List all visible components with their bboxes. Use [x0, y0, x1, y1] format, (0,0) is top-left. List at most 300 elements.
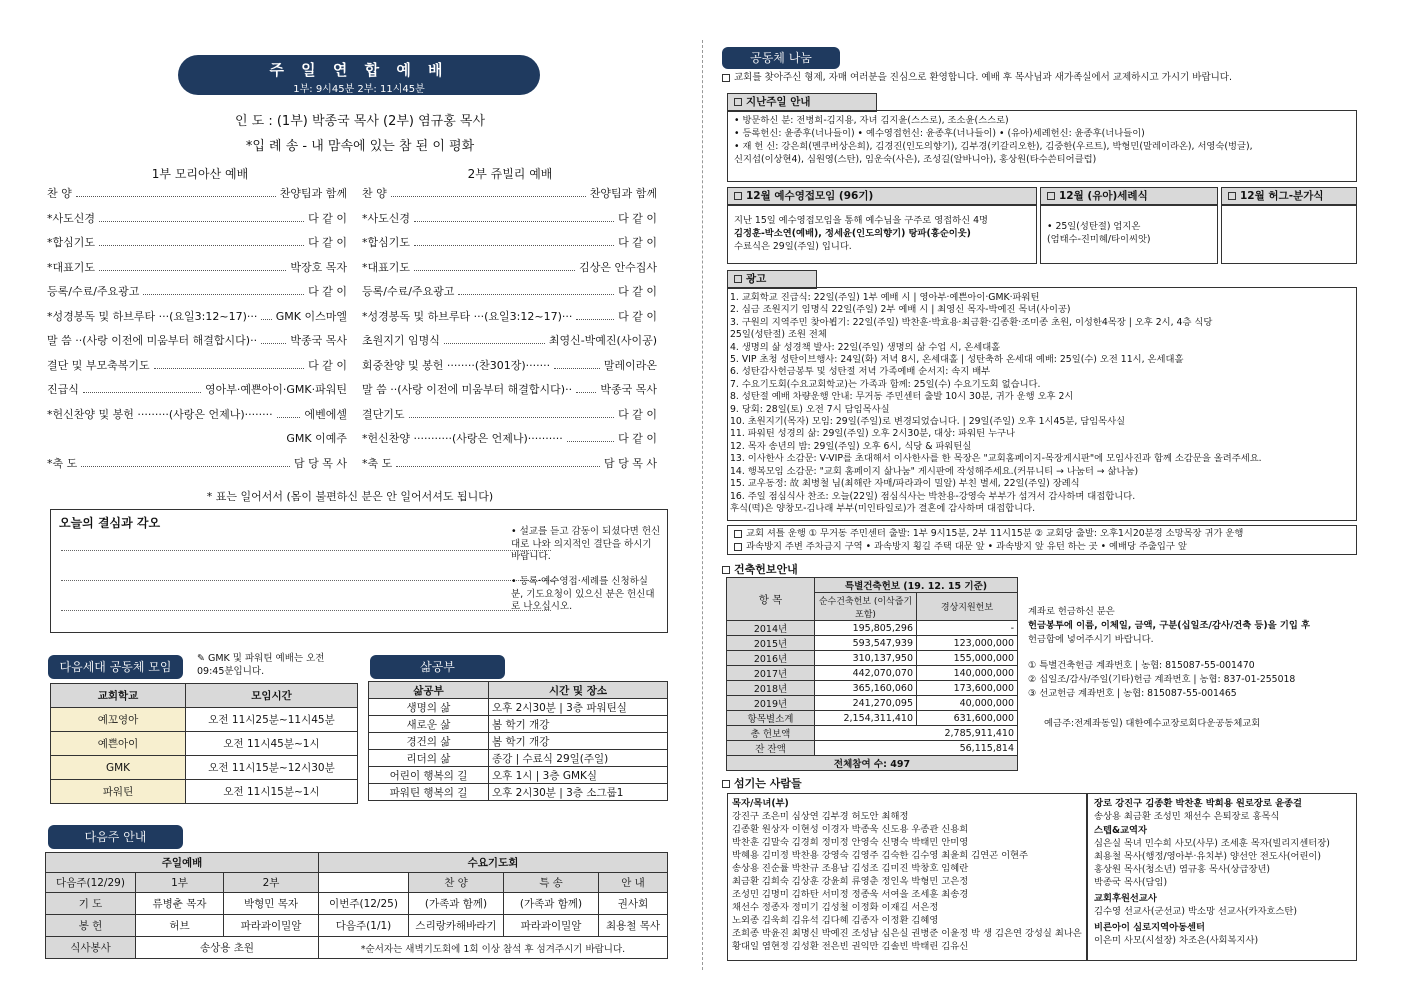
life-schedule: 종강 | 수료식 29일(주일)	[489, 750, 668, 767]
order-leader: 박종국 목사	[290, 334, 347, 347]
building-table	[726, 577, 1018, 771]
next-week-table	[45, 852, 668, 959]
service1-order	[47, 185, 347, 475]
dec-meeting-box	[727, 204, 1037, 264]
account-line: ① 특별건축헌금 계좌번호 | 농협: 815087-55-001470	[1028, 660, 1255, 671]
checkbox-icon	[1228, 192, 1236, 200]
community-intro	[722, 72, 1362, 85]
order-leader-dots	[99, 234, 304, 246]
nextgen-school: GMK	[51, 756, 186, 780]
building-year: 2017년	[727, 666, 815, 681]
life-schedule: 오후 2시30분 | 3층 소그룹1	[489, 784, 668, 801]
nw-cell: 송상용 초원	[136, 937, 319, 959]
order-row	[47, 259, 347, 275]
shepherds-line: 채선수 정종자 정미기 김성철 이정화 이재길 서은정	[732, 902, 939, 913]
order-item: *대표기도	[362, 260, 411, 274]
order-item: *헌신찬양 및 봉헌 ·········(사랑은 언제나)········	[47, 407, 273, 421]
last-line: • 재 헌 신: 강은희(멘쿠버상은희), 김경진(인도의향기), 김부경(키갈리오한), 김중한(우르트), 박형민(말레이라온), 서영숙(벙글),	[734, 141, 1253, 152]
nw-cell: 식사봉사	[46, 937, 136, 959]
order-item: 말 씀 ··(사랑 이전에 미움부터 해결합시다)··	[47, 334, 258, 347]
order-leader: 다 같 이	[618, 236, 657, 249]
order-item: *대표기도	[47, 260, 96, 274]
order-leader-dots	[261, 308, 271, 320]
building-amount: 195,805,296	[815, 621, 917, 636]
building-amount: 140,000,000	[917, 666, 1018, 681]
order-leader: 다 같 이	[308, 358, 347, 372]
order-item: 등록/수료/주요광고	[47, 285, 140, 298]
account-line: 헌금봉투에 이름, 이체일, 금액, 구분(십일조/감사/건축 등)을 기입 후	[1028, 620, 1311, 631]
servants-left-box	[727, 793, 1087, 961]
building-col-item: 항 목	[727, 578, 815, 621]
building-header	[722, 561, 798, 577]
checkbox-icon	[734, 530, 742, 538]
order-item: *합심기도	[362, 236, 411, 249]
nw-col-header: 특 송	[504, 873, 599, 893]
nw-cell: 파라과이밀알	[504, 915, 599, 937]
order-item: 결단기도	[362, 407, 405, 421]
sunday-header: 주일예배	[46, 853, 319, 873]
order-row	[47, 234, 347, 250]
ad-item: 1. 교회학교 진급식: 22일(주일) 1부 예배 시 | 영아부·예쁜아이·GMK·파워틴	[730, 292, 1040, 303]
order-leader: 박종국 목사	[600, 383, 657, 396]
servants-right-box	[1087, 793, 1357, 961]
order-leader: 김상은 안수집사	[579, 260, 657, 274]
order-leader: 박장호 목자	[290, 260, 347, 274]
last-sunday-box	[727, 110, 1357, 182]
nextgen-header: 모임시간	[186, 684, 358, 708]
nextgen-time: 오전 11시25분~11시45분	[186, 708, 358, 732]
nw-cell: (가족과 함께)	[504, 893, 599, 915]
account-line: ③ 선교헌금 계좌번호 | 농협: 815087-55-001465	[1028, 688, 1237, 699]
order-row	[47, 357, 347, 373]
nw-cell: 파라과이밀알	[224, 915, 319, 937]
building-year: 2015년	[727, 636, 815, 651]
nw-col-header: 찬 양	[409, 873, 504, 893]
order-row	[362, 283, 657, 299]
order-leader: 말레이라온	[603, 358, 657, 372]
nextgen-note: ✎ GMK 및 파워틴 예배는 오전 09:45분입니다.	[197, 653, 325, 677]
nw-cell: 봉 헌	[46, 915, 136, 937]
checkbox-icon	[734, 543, 742, 551]
order-row	[47, 455, 347, 471]
nw-col-header: 다음주(12/29)	[46, 873, 136, 893]
service2-title: 2부 쥬빌리 예배	[467, 167, 553, 181]
order-leader: 다 같 이	[308, 211, 347, 225]
building-year: 2019년	[727, 696, 815, 711]
account-line: 계좌로 헌금하신 분은	[1028, 606, 1115, 617]
order-leader-dots	[99, 259, 286, 271]
life-schedule: 오후 2시30분 | 3층 파워틴실	[489, 699, 668, 716]
life-schedule: 봄 학기 개강	[489, 733, 668, 750]
nw-cell: 권사회	[599, 893, 668, 915]
servants-header	[722, 775, 802, 791]
order-row	[47, 406, 347, 422]
life-course: 파워틴 행복의 길	[369, 784, 489, 801]
nextgen-school: 파워틴	[51, 780, 186, 804]
building-col-pure: 순수건축헌보 (이삭줍기포함)	[815, 593, 917, 621]
building-account-info	[1028, 605, 1358, 731]
building-row	[727, 711, 1018, 726]
order-leader-dots	[99, 210, 304, 222]
shepherds-title: 목자/목녀(부)	[732, 798, 789, 809]
nw-cell: 다음주(1/1)	[319, 915, 409, 937]
order-row	[362, 381, 657, 397]
order-row	[47, 283, 347, 299]
order-row	[47, 332, 347, 348]
building-row	[727, 666, 1018, 681]
ad-item: 15. 교우동정: 故 최병철 님(최해란 자매/파라과이 밀알) 부친 별세, 22일(주일) 장례식	[730, 478, 1080, 490]
last-line: • 방문하신 분: 전병희-김지용, 자녀 김지윤(스스로), 조소윤(스스로)	[734, 115, 1009, 126]
order-leader-dots	[83, 381, 201, 393]
life-study-tab: 삶공부	[370, 655, 505, 679]
nextgen-time: 오전 11시15분~1시	[186, 780, 358, 804]
bus-text: 교회 셔틀 운행 ① 무거동 주민센터 출발: 1부 9시15분, 2부 11시15분 ② 교회당 출발: 오후1시20분경 소망목장 귀가 운행	[746, 528, 1244, 539]
order-leader-dots	[414, 210, 614, 222]
order-leader: 다 같 이	[618, 309, 657, 323]
building-amount: -	[917, 621, 1018, 636]
resolve-bullet-1: • 설교를 듣고 감동이 되셨다면 헌신대로 나와 의지적인 결단을 하시기 바랍니다.	[511, 526, 661, 562]
life-course: 생명의 삶	[369, 699, 489, 716]
checkbox-icon	[1047, 192, 1055, 200]
nw-cell: 기 도	[46, 893, 136, 915]
building-amount: 631,600,000	[917, 711, 1018, 726]
nw-col-header	[319, 873, 409, 893]
order-leader-dots	[409, 406, 615, 418]
ad-item: 25일(성탄절) 조원 전체	[730, 329, 827, 341]
order-leader-dots	[567, 430, 614, 442]
order-leader-dots	[154, 357, 304, 369]
life-course: 경건의 삶	[369, 733, 489, 750]
order-leader: 최영신-박예진(사이공)	[548, 334, 657, 347]
order-item: 찬 양	[47, 187, 72, 200]
ad-item: 2. 심금 조원지기 임명식 22일(주일) 2부 예배 시 | 최영신 목자-박예진 목녀(사이공)	[730, 304, 1071, 316]
checkbox-icon	[734, 98, 742, 106]
standing-note: * 표는 일어서서 (몸이 불편하신 분은 안 일어서셔도 됩니다)	[206, 490, 494, 503]
dec-meeting-title: 12월 예수영접모임 (96기)	[746, 190, 874, 202]
building-year: 항목별소계	[727, 711, 815, 726]
order-leader-dots	[576, 308, 614, 320]
shepherds-line: 황대일 염현정 김성환 전은빈 권익만 김솔빈 박태린 김유신	[732, 941, 969, 952]
account-line: 헌금함에 넣어주시기 바랍니다.	[1028, 634, 1154, 645]
nw-col-header: 2부	[224, 873, 319, 893]
staff-line: 박종국 목사(담임)	[1094, 877, 1168, 888]
order-leader-dots	[396, 455, 600, 467]
building-amount: 241,270,095	[815, 696, 917, 711]
resolve-line-1[interactable]	[61, 550, 551, 551]
nw-cell: 류병춘 목자	[136, 893, 224, 915]
order-leader-dots	[414, 234, 614, 246]
missionary-line: 김수영 선교사(군선교) 박소망 선교사(카자흐스탄)	[1094, 906, 1297, 917]
fold-line	[702, 40, 703, 970]
ad-item: 4. 생명의 삶 성경책 발사: 22일(주일) 생명의 삶 수업 시, 온세대홀	[730, 341, 1001, 353]
building-year: 2014년	[727, 621, 815, 636]
order-row	[47, 430, 347, 446]
nw-cell: 스리랑카해바라기	[409, 915, 504, 937]
last-line: • 등록헌신: 윤종후(너나들이) • 예수영접헌신: 윤종후(너나들이) • (유아)세례헌신: 윤종후(너나들이)	[734, 128, 1145, 139]
life-course: 리더의 삶	[369, 750, 489, 767]
order-leader: 찬양팀과 함께	[279, 187, 347, 200]
worship-title: 주 일 연 합 예 배	[269, 61, 449, 79]
wednesday-header: 수요기도회	[319, 853, 668, 873]
shepherds-line: 최금환 김희숙 김상훈 강윤희 류영춘 정인옥 박형민 고은정	[732, 876, 969, 887]
ad-item: 14. 행복모임 소감문: "교회 홈페이지 삶나눔" 게시판에 작성해주세요.(커뮤니티 → 나눔터 → 삶나눔)	[730, 465, 1139, 477]
nextgen-header: 교회학교	[51, 684, 186, 708]
servants-left-list	[732, 797, 1082, 953]
shepherds-line: 강진구 조은미 심상연 김부경 허도안 최해정	[732, 811, 909, 822]
ad-item: 7. 수요기도회(수요교회학교)는 가족과 함께: 25일(수) 수요기도회 없습니다.	[730, 378, 1041, 390]
building-total-label: 총 헌보액	[727, 726, 815, 741]
order-row	[362, 455, 657, 471]
ad-item: 10. 초원지기(목자) 모임: 29일(주일)로 변경되었습니다. | 29일(주일) 오후 1시45분, 담임목사실	[730, 416, 1126, 428]
order-leader: 다 같 이	[618, 407, 657, 421]
order-item: 찬 양	[362, 187, 387, 200]
worship-times: 1부: 9시45분 2부: 11시45분	[293, 84, 425, 95]
resolve-box	[50, 509, 668, 633]
staff-line: 최용철 목사(행정/영아부·유치부) 양선안 전도사(어린이)	[1094, 851, 1322, 862]
shepherds-line: 조성민 김명미 김하탄 서미정 정종욱 서여을 조세훈 최송경	[732, 889, 969, 900]
building-total: 2,785,911,410	[815, 726, 1018, 741]
staff-line: 심은실 목녀 민수희 사모(사무) 조세훈 목자(빌리지센터장)	[1094, 838, 1330, 849]
building-col-business: 경상지원헌보	[917, 593, 1018, 621]
order-row	[47, 308, 347, 324]
building-amount: 310,137,950	[815, 651, 917, 666]
nextgen-table	[50, 683, 358, 804]
building-year: 2018년	[727, 681, 815, 696]
next-week-tab: 다음주 안내	[48, 825, 183, 849]
life-study-table	[368, 681, 668, 801]
order-leader-dots	[554, 357, 600, 369]
order-row	[362, 332, 657, 348]
shepherds-line: 박찬훈 김말숙 김경희 정미정 안영숙 신명숙 박태민 안미영	[732, 837, 969, 848]
resolve-line-2[interactable]	[61, 580, 551, 581]
order-item: *헌신찬양 ···········(사랑은 언제나)··········	[362, 432, 563, 445]
order-row	[362, 210, 657, 226]
building-year: 2016년	[727, 651, 815, 666]
building-row	[727, 651, 1018, 666]
order-row	[362, 259, 657, 275]
ads-title: 광고	[746, 273, 767, 285]
building-row	[727, 696, 1018, 711]
order-row	[362, 430, 657, 446]
life-schedule: 봄 학기 개강	[489, 716, 668, 733]
order-row	[362, 406, 657, 422]
shepherds-line: 조희종 박윤진 최명신 박예진 조성남 심은실 권병준 이윤정 박 생 김은연 강성실 최나은	[732, 928, 1082, 939]
life-course: 어린이 행복의 길	[369, 767, 489, 784]
order-item: *합심기도	[47, 236, 96, 249]
ad-item: 13. 이사한사 소감문: V-VIP를 초대해서 이사한사를 한 목장은 "교회홈페이지-목장게시판"에 모임사진과 함께 소감문을 올려주세요.	[730, 453, 1262, 465]
nextgen-school: 예꼬영아	[51, 708, 186, 732]
ad-item: 9. 당회: 28일(토) 오전 7시 담임목사실	[730, 403, 890, 415]
order-leader: 담 당 목 사	[604, 456, 657, 470]
ad-item: 11. 파워틴 성경의 삶: 29일(주일) 오후 2시30분, 대상: 파워틴 누구나	[730, 428, 1016, 440]
bus-box	[727, 525, 1357, 555]
nw-cell: 최용철 목사	[599, 915, 668, 937]
order-row	[362, 234, 657, 250]
order-row	[362, 308, 657, 324]
order-row	[47, 210, 347, 226]
order-item: 회중찬양 및 봉헌 ········(찬301장)·······	[362, 358, 551, 372]
order-item: *사도신경	[362, 211, 411, 225]
nextgen-tab: 다음세대 공동체 모임	[48, 655, 183, 679]
service2-order	[362, 185, 657, 475]
life-header: 시간 및 장소	[489, 682, 668, 699]
order-item: *성경봉독 및 하브루타 ···(요일3:12~17)···	[362, 309, 573, 323]
dec-line: 수료식은 29일(주일) 입니다.	[734, 241, 852, 252]
order-leader-dots	[143, 283, 304, 295]
elders-line: 송상용 최금환 조성민 채선수 은퇴장로 홍목식	[1094, 811, 1280, 822]
order-leader-dots	[51, 430, 282, 442]
order-leader-dots	[444, 332, 545, 344]
order-item: 말 씀 ··(사랑 이전에 미움부터 해결합시다)··	[362, 383, 573, 396]
building-amount: 2,154,311,410	[815, 711, 917, 726]
order-item: *사도신경	[47, 211, 96, 225]
nw-cell: (가족과 함께)	[409, 893, 504, 915]
ad-item: 3. 구원의 지역주민 찾아뵙기: 22일(주일) 박찬훈·박효용·최금환·김종환·조미종 초원, 이성한4목장 | 오후 2시, 4층 식당	[730, 316, 1213, 328]
building-amount: 442,070,070	[815, 666, 917, 681]
nw-col-header: 안 내	[599, 873, 668, 893]
checkbox-icon	[722, 566, 730, 574]
nw-note: *순서자는 새벽기도회에 1회 이상 참석 후 섬겨주시기 바랍니다.	[319, 937, 668, 959]
nw-cell: 허브	[136, 915, 224, 937]
last-sunday-title: 지난주일 안내	[746, 96, 811, 108]
building-amount: 593,547,939	[815, 636, 917, 651]
nextgen-time: 오전 11시45분~1시	[186, 732, 358, 756]
order-row	[47, 381, 347, 397]
order-leader-dots	[391, 185, 586, 197]
building-row	[727, 621, 1018, 636]
life-course: 새로운 삶	[369, 716, 489, 733]
order-item: 진급식	[47, 383, 79, 396]
building-col-special: 특별건축헌보 (19. 12. 15 기준)	[815, 578, 1018, 593]
ads-list	[728, 292, 1356, 515]
staff-line: 홍상원 목사(청소년) 염규홍 목사(상급장년)	[1094, 864, 1271, 875]
order-leader: 영아부·예쁜아이·GMK·파워틴	[205, 383, 347, 396]
worship-leaders: 인 도 : (1부) 박종국 목사 (2부) 염규홍 목사	[234, 114, 486, 129]
order-row	[362, 357, 657, 373]
account-owner: 예금주:전계좌동일) 대한예수교장로회다운공동체교회	[1044, 718, 1261, 729]
dec-line: 김정훈-박소연(예배), 정세윤(인도의향기) 탕파(홍순이웃)	[734, 228, 971, 239]
order-leader: 찬양팀과 함께	[589, 187, 657, 200]
baptism-box	[1040, 204, 1218, 264]
baptism-title: 12월 (유아)세례식	[1059, 190, 1148, 202]
shepherds-line: 노외종 김욱희 김유석 김다혜 김종자 이정환 김혜영	[732, 915, 939, 926]
ad-item: 6. 성탄감사헌금봉투 및 성탄절 저녁 가족예배 순서지: 속지 배부	[730, 366, 991, 378]
ad-item: 16. 주일 점심식사 찬조: 오늘(22일) 점심식사는 박찬용-강영숙 부부가 섬겨서 감사하며 대접합니다.	[730, 490, 1136, 502]
order-leader: 다 같 이	[618, 432, 657, 445]
account-line: ② 십일조/감사/주일(기타)헌금 계좌번호 | 농협: 837-01-255018	[1028, 674, 1296, 685]
building-amount: 173,600,000	[917, 681, 1018, 696]
building-remain-label: 잔 잔액	[727, 741, 815, 756]
life-header: 삶공부	[369, 682, 489, 699]
nw-col-header: 1부	[136, 873, 224, 893]
order-leader-dots	[277, 406, 301, 418]
elders-line: 장로 강진구 김종환 박찬훈 박희용 원로장로 윤종걸	[1094, 798, 1303, 809]
order-item: *축 도	[47, 456, 78, 470]
shepherds-line: 김종환 원상자 이현성 이경자 박종욱 신도용 우종관 신용희	[732, 824, 969, 835]
building-amount: 365,160,060	[815, 681, 917, 696]
building-people: 전체참여 수: 497	[727, 756, 1018, 771]
ad-item: 8. 성탄절 예배 차량운행 안내: 무거동 주민센터 출발 10시 30분, 귀가 운행 오후 2시	[730, 391, 1074, 403]
parking-text: 과속방지 주변 주차금지 구역 • 과속방지 횡길 주택 대문 앞 • 과속방지 앞 유턴 하는 곳 • 예배당 주출입구 앞	[746, 541, 1187, 552]
entrance-song: *입 례 송 - 내 맘속에 있는 참 된 이 평화	[245, 139, 475, 154]
resolve-line-3[interactable]	[61, 610, 551, 611]
order-item: *축 도	[362, 456, 393, 470]
servants-title: 섬기는 사람들	[734, 777, 802, 790]
order-leader-dots	[458, 283, 614, 295]
ad-item: 5. VIP 초청 성탄이브행사: 24일(화) 저녁 8시, 온세대홀 | 성탄축하 온세대 예배: 25일(수) 오전 11시, 온세대홀	[730, 354, 1184, 366]
resolve-title: 오늘의 결심과 각오	[59, 516, 161, 530]
order-leader: 다 같 이	[308, 285, 347, 298]
nw-cell: 이번주(12/25)	[319, 893, 409, 915]
order-leader-dots	[81, 455, 290, 467]
worship-title-banner	[178, 55, 540, 95]
order-leader: GMK 이스마엘	[275, 309, 347, 323]
missionary-title: 교회후원선교사	[1094, 893, 1157, 904]
order-leader: 담 당 목 사	[294, 456, 347, 470]
building-amount: 155,000,000	[917, 651, 1018, 666]
checkbox-icon	[734, 275, 742, 283]
checkbox-icon	[722, 74, 730, 82]
service1-title: 1부 모리아산 예배	[151, 167, 249, 181]
order-leader-dots	[576, 381, 596, 393]
ads-box	[727, 287, 1357, 521]
staff-title: 스텝&교역자	[1094, 825, 1148, 836]
order-leader-dots	[261, 332, 286, 344]
building-amount: 123,000,000	[917, 636, 1018, 651]
nextgen-school: 예쁜아이	[51, 732, 186, 756]
last-line: 신지섭(이상현4), 심원영(스탄), 임운숙(사은), 조성길(알바니아), 홍상원(타수쓴티어클럽)	[734, 154, 1097, 165]
bus-line	[734, 528, 1243, 540]
community-tab: 공동체 나눔	[722, 47, 840, 69]
life-schedule: 오후 1시 | 3층 GMK실	[489, 767, 668, 784]
order-leader: GMK 이예주	[286, 432, 347, 445]
baptism-line: • 25일(성탄절) 엄지온	[1047, 221, 1141, 232]
ad-item: 후식(떡)은 양창모-김나래 부부(미인타일로)가 결혼에 감사하며 대접합니다.	[730, 502, 1036, 514]
center-title: 비른아이 심로지역아동센터	[1094, 922, 1206, 933]
dec-line: 지난 15일 예수영접모임을 통해 예수님을 구주로 영접하신 4명	[734, 215, 988, 226]
hug-title: 12월 허그-분가식	[1240, 190, 1324, 202]
order-item: *성경봉독 및 하브루타 ···(요일3:12~17)···	[47, 309, 258, 323]
checkbox-icon	[734, 192, 742, 200]
parking-line	[734, 541, 1187, 553]
order-item: 등록/수료/주요광고	[362, 285, 455, 298]
building-row	[727, 681, 1018, 696]
order-row	[362, 185, 657, 201]
building-title: 건축헌보안내	[734, 563, 798, 576]
ad-item: 12. 목자 송년의 밤: 29일(주일) 오후 6시, 식당 & 파워틴실	[730, 440, 972, 452]
order-leader-dots	[76, 185, 276, 197]
shepherds-line: 박혜용 김미정 박찬용 강영숙 김영주 김숙한 김수영 최윤희 김연곤 이현주	[732, 850, 1029, 861]
shepherds-line: 송상용 진순률 박찬규 조용남 김성조 김미진 박창호 임혜란	[732, 863, 969, 874]
nextgen-time: 오전 11시15분~12시30분	[186, 756, 358, 780]
nw-cell: 박형민 목자	[224, 893, 319, 915]
checkbox-icon	[722, 780, 730, 788]
order-item: 초원지기 임명식	[362, 334, 440, 347]
center-line: 이은미 사모(시설장) 차조은(사회복지사)	[1094, 935, 1259, 946]
building-remain: 56,115,814	[815, 741, 1018, 756]
baptism-line: (엄태수-진미혜/타이씨앗)	[1047, 234, 1151, 245]
order-leader: 다 같 이	[618, 211, 657, 225]
community-intro-text: 교회를 찾아주신 형제, 자매 여러분을 진심으로 환영합니다. 예배 후 목사님과 새가족실에서 교제하시고 가시기 바랍니다.	[734, 72, 1232, 83]
order-leader: 에벤에셀	[304, 407, 347, 421]
order-leader-dots	[414, 259, 575, 271]
hug-box	[1221, 204, 1357, 264]
order-item: 결단 및 부모축복기도	[47, 358, 150, 372]
order-leader: 다 같 이	[618, 285, 657, 298]
building-row	[727, 636, 1018, 651]
resolve-bullet-2: • 등록·예수영접·세례를 신청하실 분, 기도요청이 있으신 분은 헌신대로 나오십시오.	[511, 576, 655, 612]
order-row	[47, 185, 347, 201]
